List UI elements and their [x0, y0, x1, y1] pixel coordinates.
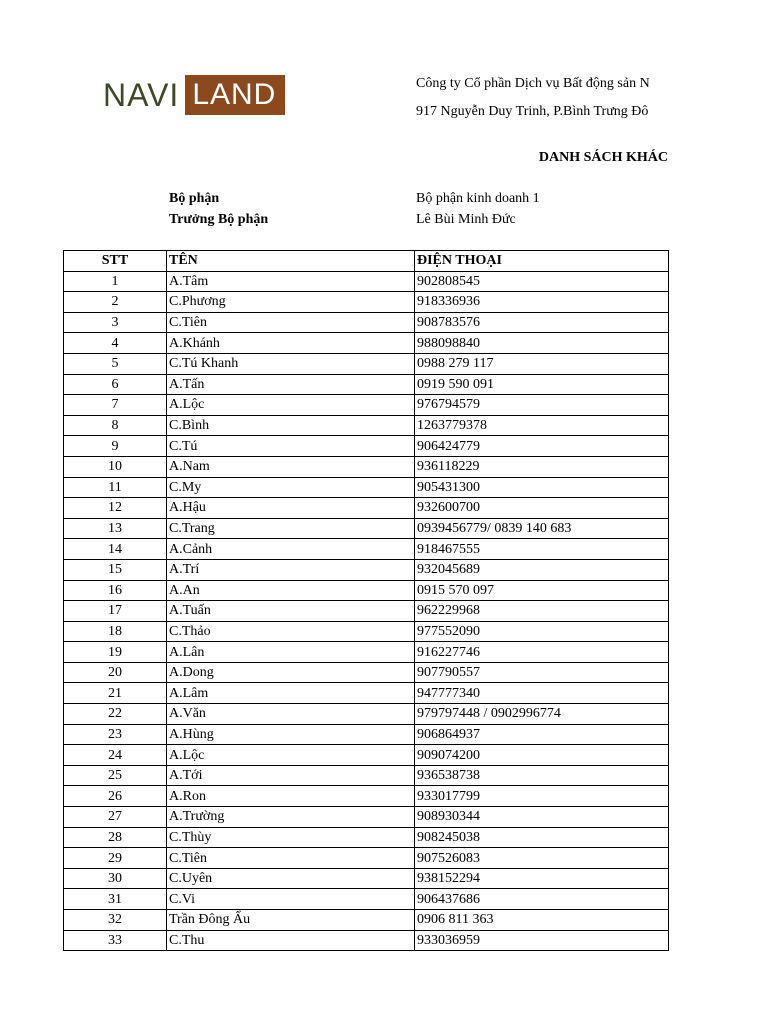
row-name-cell: A.Dong [167, 662, 415, 683]
row-name-cell: A.Lâm [167, 683, 415, 704]
row-name-cell: A.Hậu [167, 498, 415, 519]
row-name-cell: C.Phương [167, 292, 415, 313]
row-number-cell: 15 [64, 559, 167, 580]
row-name-cell: A.Lộc [167, 395, 415, 416]
row-phone-cell: 906424779 [415, 436, 669, 457]
row-name-cell: C.Thảo [167, 621, 415, 642]
row-number-cell: 11 [64, 477, 167, 498]
row-name-cell: C.Bình [167, 415, 415, 436]
table-row [64, 930, 669, 951]
row-name-cell: C.Uyên [167, 868, 415, 889]
row-name-cell: A.Trường [167, 807, 415, 828]
row-name-cell: A.Lộc [167, 745, 415, 766]
row-name-cell: C.Tiên [167, 312, 415, 333]
table-row [64, 415, 669, 436]
table-row [64, 827, 669, 848]
table-row [64, 292, 669, 313]
table-row [64, 477, 669, 498]
row-number-cell: 32 [64, 910, 167, 931]
row-name-cell: A.Tâm [167, 271, 415, 292]
table-row [64, 683, 669, 704]
row-phone-cell: 907526083 [415, 848, 669, 869]
company-address: 917 Nguyễn Duy Trinh, P.Bình Trưng Đô [416, 104, 649, 119]
table-row [64, 765, 669, 786]
table-row [64, 662, 669, 683]
row-name-cell: A.Nam [167, 456, 415, 477]
document-title: DANH SÁCH KHÁC [538, 150, 668, 165]
row-phone-cell: 962229968 [415, 601, 669, 622]
table-row [64, 786, 669, 807]
table-row [64, 518, 669, 539]
row-name-cell: C.Tú Khanh [167, 353, 415, 374]
row-phone-cell: 908245038 [415, 827, 669, 848]
table-row [64, 642, 669, 663]
logo-text-land: LAND [185, 75, 285, 115]
row-number-cell: 5 [64, 353, 167, 374]
row-number-cell: 10 [64, 456, 167, 477]
row-phone-cell: 0988 279 117 [415, 353, 669, 374]
row-number-cell: 31 [64, 889, 167, 910]
row-name-cell: C.Vi [167, 889, 415, 910]
naviland-logo [103, 75, 285, 115]
row-phone-cell: 933017799 [415, 786, 669, 807]
row-name-cell: A.Lân [167, 642, 415, 663]
row-number-cell: 3 [64, 312, 167, 333]
table-row [64, 889, 669, 910]
row-phone-cell: 902808545 [415, 271, 669, 292]
table-row [64, 745, 669, 766]
row-name-cell: C.Thùy [167, 827, 415, 848]
row-number-cell: 29 [64, 848, 167, 869]
row-phone-cell: 979797448 / 0902996774 [415, 704, 669, 725]
table-row [64, 704, 669, 725]
row-number-cell: 18 [64, 621, 167, 642]
row-number-cell: 26 [64, 786, 167, 807]
column-header-name: TÊN [167, 251, 415, 272]
row-phone-cell: 918467555 [415, 539, 669, 560]
row-number-cell: 12 [64, 498, 167, 519]
table-row [64, 848, 669, 869]
row-name-cell: A.Ron [167, 786, 415, 807]
row-phone-cell: 908930344 [415, 807, 669, 828]
row-name-cell: C.Tiên [167, 848, 415, 869]
row-number-cell: 24 [64, 745, 167, 766]
table-row [64, 498, 669, 519]
row-phone-cell: 932600700 [415, 498, 669, 519]
row-phone-cell: 977552090 [415, 621, 669, 642]
row-number-cell: 14 [64, 539, 167, 560]
row-number-cell: 2 [64, 292, 167, 313]
row-number-cell: 7 [64, 395, 167, 416]
row-number-cell: 4 [64, 333, 167, 354]
table-row [64, 724, 669, 745]
contact-table [63, 250, 669, 951]
row-phone-cell: 938152294 [415, 868, 669, 889]
row-name-cell: A.Cảnh [167, 539, 415, 560]
row-number-cell: 16 [64, 580, 167, 601]
row-phone-cell: 905431300 [415, 477, 669, 498]
row-name-cell: A.An [167, 580, 415, 601]
row-phone-cell: 918336936 [415, 292, 669, 313]
table-row [64, 333, 669, 354]
table-row [64, 621, 669, 642]
row-number-cell: 25 [64, 765, 167, 786]
table-row [64, 601, 669, 622]
row-name-cell: Trần Đông Ẩu [167, 910, 415, 931]
table-row [64, 910, 669, 931]
row-number-cell: 20 [64, 662, 167, 683]
table-row [64, 395, 669, 416]
row-name-cell: A.Tới [167, 765, 415, 786]
row-number-cell: 8 [64, 415, 167, 436]
table-row [64, 312, 669, 333]
row-number-cell: 9 [64, 436, 167, 457]
row-phone-cell: 0919 590 091 [415, 374, 669, 395]
table-header-row [64, 251, 669, 272]
row-phone-cell: 936538738 [415, 765, 669, 786]
row-name-cell: C.Thu [167, 930, 415, 951]
row-phone-cell: 932045689 [415, 559, 669, 580]
department-head-value: Lê Bùi Minh Đức [416, 212, 516, 227]
row-phone-cell: 909074200 [415, 745, 669, 766]
company-name: Công ty Cổ phần Dịch vụ Bất động sản N [416, 76, 650, 91]
table-row [64, 353, 669, 374]
column-header-stt: STT [64, 251, 167, 272]
row-name-cell: A.Tấn [167, 374, 415, 395]
row-phone-cell: 916227746 [415, 642, 669, 663]
table-row [64, 374, 669, 395]
row-number-cell: 30 [64, 868, 167, 889]
row-phone-cell: 976794579 [415, 395, 669, 416]
logo-text-navi: NAVI [103, 77, 180, 113]
row-name-cell: A.Khánh [167, 333, 415, 354]
table-row [64, 807, 669, 828]
department-value: Bộ phận kinh doanh 1 [416, 191, 540, 206]
row-number-cell: 21 [64, 683, 167, 704]
row-phone-cell: 1263779378 [415, 415, 669, 436]
row-number-cell: 1 [64, 271, 167, 292]
row-phone-cell: 0915 570 097 [415, 580, 669, 601]
row-number-cell: 28 [64, 827, 167, 848]
table-row [64, 436, 669, 457]
row-name-cell: A.Tuấn [167, 601, 415, 622]
row-phone-cell: 907790557 [415, 662, 669, 683]
row-name-cell: A.Hùng [167, 724, 415, 745]
row-phone-cell: 936118229 [415, 456, 669, 477]
row-name-cell: C.Trang [167, 518, 415, 539]
column-header-phone: ĐIỆN THOẠI [415, 251, 669, 272]
table-row [64, 580, 669, 601]
row-phone-cell: 988098840 [415, 333, 669, 354]
table-row [64, 456, 669, 477]
row-name-cell: C.My [167, 477, 415, 498]
table-row [64, 559, 669, 580]
row-name-cell: A.Văn [167, 704, 415, 725]
row-number-cell: 23 [64, 724, 167, 745]
row-name-cell: A.Trí [167, 559, 415, 580]
row-number-cell: 6 [64, 374, 167, 395]
row-phone-cell: 906437686 [415, 889, 669, 910]
row-phone-cell: 933036959 [415, 930, 669, 951]
row-number-cell: 19 [64, 642, 167, 663]
row-name-cell: C.Tú [167, 436, 415, 457]
row-number-cell: 33 [64, 930, 167, 951]
department-head-label: Trưởng Bộ phận [169, 212, 269, 227]
row-phone-cell: 908783576 [415, 312, 669, 333]
row-number-cell: 27 [64, 807, 167, 828]
table-row [64, 271, 669, 292]
row-number-cell: 22 [64, 704, 167, 725]
table-row [64, 868, 669, 889]
row-phone-cell: 0939456779/ 0839 140 683 [415, 518, 669, 539]
row-number-cell: 17 [64, 601, 167, 622]
row-phone-cell: 947777340 [415, 683, 669, 704]
table-row [64, 539, 669, 560]
department-label: Bộ phận [169, 191, 220, 206]
row-phone-cell: 0906 811 363 [415, 910, 669, 931]
row-number-cell: 13 [64, 518, 167, 539]
row-phone-cell: 906864937 [415, 724, 669, 745]
